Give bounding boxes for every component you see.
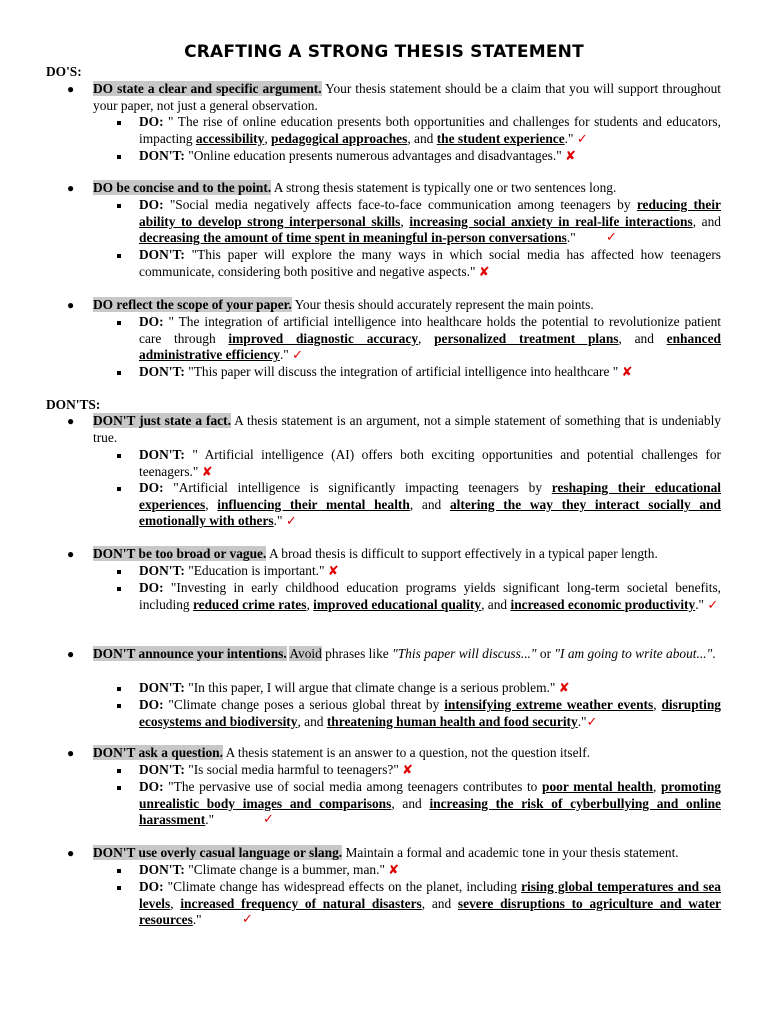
sub-bullet [117,454,121,458]
bullet: ● [67,746,75,760]
cross-icon: ✘ [327,564,339,579]
checkmark-icon: ✓ [707,597,719,613]
dont-example: DON'T: "Online education presents numerous advantages and disadvantages." ✘ [139,148,576,164]
sub-bullet [117,587,121,591]
checkmark-icon: ✓ [242,912,253,927]
sub-bullet [117,155,121,159]
dont-example: DON'T: "This paper will explore the many ways in which social media has affected how teenagers communicate, considering both positive and negative aspects." ✘ [139,247,721,280]
donts-heading: DON'TS: [46,397,101,412]
bullet: ● [67,181,75,195]
checkmark-icon: ✓ [263,812,274,827]
bullet: ● [67,298,75,312]
sub-bullet [117,487,121,491]
dont-example: DON'T: "This paper will discuss the integration of artificial intelligence into healthcare " ✘ [139,364,633,380]
list-item: DO be concise and to the point. A strong thesis statement is typically one or two sentences long. [93,180,617,195]
checkmark-icon: ✓ [292,348,304,364]
sub-bullet [117,321,121,325]
list-item: DON'T be too broad or vague. A broad thesis is difficult to support effectively in a typical paper length. [93,546,658,561]
list-item: DON'T use overly casual language or slang. Maintain a formal and academic tone in your thesis statement. [93,845,679,860]
sub-bullet [117,786,121,790]
do-example: DO: " The rise of online education presents both opportunities and challenges for students and educators, impacting accessibility, pedagogical approaches, and the student experience." ✓ [139,114,721,147]
dont-example: DON'T: " Artificial intelligence (AI) offers both exciting opportunities and potential challenges for teenagers." ✘ [139,447,721,480]
list-item: DON'T just state a fact. A thesis statement is an argument, not a simple statement of something that is undeniably true. [93,413,721,445]
list-item [93,81,721,114]
checkmark-icon: ✓ [576,131,588,147]
bullet: ● [67,82,75,96]
cross-icon: ✘ [388,863,400,878]
cross-icon: ✘ [402,763,414,778]
cross-icon: ✘ [621,365,633,380]
do-example: DO: "Climate change has widespread effects on the planet, including rising global temperatures and sea levels, increased frequency of natural disasters, and severe disruptions to agriculture and water resources." ✓ [139,879,721,928]
item-heading: DO state a clear and specific argument. [93,81,322,96]
dont-example: DON'T: "Is social media harmful to teenagers?" ✘ [139,762,414,778]
sub-bullet [117,687,121,691]
dont-example: DON'T: "Education is important." ✘ [139,563,339,579]
item-text: Your thesis statement should be a claim that you will support throughout your paper, not just a general observation. [93,81,721,113]
sub-bullet [117,869,121,873]
list-item: DO reflect the scope of your paper. Your thesis should accurately represent the main points. [93,297,594,312]
cross-icon: ✘ [478,264,490,280]
list-item: DON'T announce your intentions. Avoid phrases like "This paper will discuss..." or "I am going to write about...". [93,646,716,661]
bullet: ● [67,414,75,428]
sub-bullet [117,886,121,890]
bullet: ● [67,647,75,661]
sub-bullet [117,371,121,375]
do-example: DO: "Climate change poses a serious global threat by intensifying extreme weather events, disrupting ecosystems and biodiversity, and threatening human health and food security."✓ [139,697,721,730]
do-example: DO: "Artificial intelligence is significantly impacting teenagers by reshaping their educational experiences, influencing their mental health, and altering the way they interact socially and emotionally with others." ✓ [139,480,721,530]
checkmark-icon: ✓ [586,714,598,730]
page-title: CRAFTING A STRONG THESIS STATEMENT [184,42,584,62]
cross-icon: ✘ [558,681,570,696]
dont-example: DON'T: "In this paper, I will argue that climate change is a serious problem." ✘ [139,680,570,696]
bullet: ● [67,846,75,860]
sub-bullet [117,121,121,125]
list-item: DON'T ask a question. A thesis statement is an answer to a question, not the question itself. [93,745,591,760]
cross-icon: ✘ [565,149,576,164]
bullet: ● [67,547,75,561]
do-example: DO: "The pervasive use of social media among teenagers contributes to poor mental health, promoting unrealistic body images and comparisons, and increasing the risk of cyberbullying and online harassment." ✓ [139,779,721,828]
sub-bullet [117,769,121,773]
sub-bullet [117,254,121,258]
sub-bullet [117,204,121,208]
sub-bullet [117,570,121,574]
cross-icon: ✘ [201,464,213,480]
do-example: DO: " The integration of artificial intelligence into healthcare holds the potential to revolutionize patient care through improved diagnostic accuracy, personalized treatment plans, and enhanced administrative efficiency." ✓ [139,314,721,364]
sub-bullet [117,704,121,708]
checkmark-icon: ✓ [606,230,617,245]
do-example: DO: "Investing in early childhood education programs yields significant long-term societal benefits, including reduced crime rates, improved educational quality, and increased economic productivity." ✓ [139,580,721,613]
dont-example: DON'T: "Climate change is a bummer, man." ✘ [139,862,400,878]
dos-heading: DO'S: [46,64,82,79]
checkmark-icon: ✓ [285,514,297,530]
do-example: DO: "Social media negatively affects face-to-face communication among teenagers by reducing their ability to develop strong interpersonal skills, increasing social anxiety in real-life interactions, and decreasing the amount of time spent in meaningful in-person conversations." ✓ [139,197,722,246]
